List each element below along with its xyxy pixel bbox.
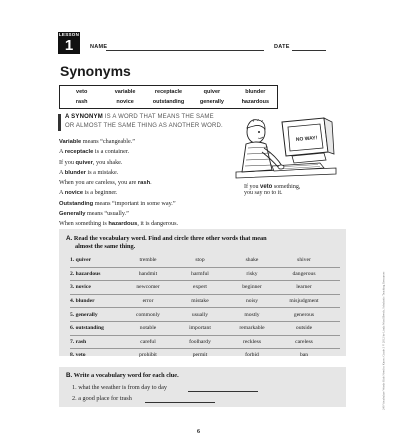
vocabulary-word-box — [59, 85, 278, 109]
example-sentence: If you quiver, you shake. — [59, 158, 123, 166]
word-choice[interactable]: misjudgment — [289, 298, 319, 305]
vocab-word: rash — [75, 99, 88, 105]
vocab-word: veto — [76, 89, 88, 95]
word-choice[interactable]: handmit — [138, 270, 158, 277]
definition-line-2: OR ALMOST THE SAME THING AS ANOTHER WORD. — [65, 123, 223, 129]
word-choice[interactable]: stop — [195, 257, 205, 264]
vocab-word: generally — [199, 99, 224, 105]
word-choice[interactable]: beginner — [242, 284, 262, 291]
page-title: Synonyms — [60, 63, 131, 79]
answer-field-1[interactable] — [188, 391, 258, 392]
word-choice[interactable]: error — [142, 298, 154, 305]
example-sentence: A blunder is a mistake. — [59, 168, 119, 176]
svg-text:240 Vocabulary Words Kids Need: 240 Vocabulary Words Kids Need to Know: Grade 3 © 2012 by Linda Ward Beech, Scholastic Teaching Resources — [381, 271, 386, 410]
name-label: NAME — [90, 44, 108, 50]
vocabulary-word-label: 6. outstanding — [70, 325, 104, 332]
word-choice[interactable]: shake — [245, 257, 259, 264]
vocabulary-word-label: 4. blunder — [70, 298, 95, 305]
word-choice[interactable]: remarkable — [239, 325, 265, 332]
lesson-number: 1 — [64, 37, 74, 54]
vocabulary-word-label: 5. generally — [70, 311, 98, 318]
word-choice[interactable]: forbid — [245, 352, 259, 359]
word-choice[interactable]: notable — [139, 325, 157, 332]
vocabulary-word-label: 3. novice — [70, 284, 91, 291]
definition-text: IS A WORD THAT MEANS THE SAME — [102, 114, 214, 120]
vocab-row-2 — [60, 99, 277, 105]
vocab-word: blunder — [245, 89, 266, 95]
definition-term: A SYNONYM — [65, 114, 103, 120]
word-choice-row — [70, 268, 340, 281]
vocab-word: hazardous — [241, 99, 270, 105]
side-credit-text — [380, 240, 386, 410]
word-choice[interactable]: outside — [295, 325, 313, 332]
section-b-instructions: B. Write a vocabulary word for each clue. — [66, 372, 179, 379]
word-choice-row — [70, 336, 340, 349]
word-choice[interactable]: commonly — [136, 311, 160, 318]
word-choice[interactable]: generous — [293, 311, 315, 318]
word-choice-row — [70, 295, 340, 308]
vocab-word: quiver — [203, 89, 221, 95]
vocabulary-word-label: 2. hazardous — [70, 270, 101, 277]
word-choice[interactable]: harmful — [191, 270, 209, 277]
word-choice-row — [70, 349, 340, 362]
word-choice-row — [70, 281, 340, 294]
example-sentence: A receptacle is a container. — [59, 148, 130, 156]
example-sentence: When something is hazardous, it is dangerous. — [59, 220, 179, 228]
word-choice[interactable]: noisy — [245, 298, 259, 305]
vocabulary-word-label: 7. rash — [70, 338, 87, 345]
word-choice[interactable]: careless — [295, 338, 313, 345]
lesson-badge — [58, 32, 80, 54]
word-choice[interactable]: permit — [192, 352, 208, 359]
clue-2: 2. a good place for trash — [72, 395, 132, 402]
definition-line-1 — [65, 114, 214, 120]
screen-text: NO WAY! — [295, 135, 318, 143]
word-choice[interactable]: careful — [140, 338, 156, 345]
word-choice[interactable]: ban — [299, 352, 309, 359]
vocab-word: novice — [116, 99, 134, 105]
lesson-label: LESSON — [58, 32, 80, 37]
word-choice[interactable]: tremble — [139, 257, 157, 264]
word-choice[interactable]: newcomer — [136, 284, 160, 291]
clue-1: 1. what the weather is from day to day — [72, 384, 168, 391]
word-choice[interactable]: expert — [193, 284, 207, 291]
example-sentence: Outstanding means “important in some way.” — [59, 199, 176, 207]
word-choice[interactable]: risky — [246, 270, 258, 277]
page-number: 6 — [197, 429, 200, 435]
word-choice[interactable]: learner — [296, 284, 312, 291]
word-choice[interactable]: usually — [191, 311, 209, 318]
name-field[interactable] — [106, 50, 264, 51]
vocabulary-word-label: 1. quiver — [70, 257, 92, 264]
example-sentence: When you are careless, you are rash. — [59, 179, 152, 187]
example-sentence: Variable means “changeable.” — [59, 138, 136, 145]
section-a-instructions: A. Read the vocabulary word. Find and circle three other words that mean — [66, 235, 267, 242]
date-field[interactable] — [292, 50, 326, 51]
word-choice[interactable]: dangerous — [292, 270, 316, 277]
word-choice[interactable]: shiver — [297, 257, 311, 264]
word-choice[interactable]: prohibit — [139, 352, 157, 359]
vocab-word: receptacle — [154, 89, 183, 95]
boy-at-computer-illustration — [232, 112, 340, 184]
answer-field-2[interactable] — [145, 402, 215, 403]
word-choice-row — [70, 254, 340, 267]
example-sentence: A novice is a beginner. — [59, 189, 118, 197]
word-choice-table — [70, 254, 340, 362]
vocab-word: variable — [114, 89, 136, 95]
word-choice[interactable]: reckless — [242, 338, 262, 345]
word-choice-row — [70, 322, 340, 335]
word-choice-row — [70, 308, 340, 321]
definition-bar — [58, 114, 61, 131]
date-label: DATE — [274, 44, 290, 50]
vocab-row-1 — [60, 89, 277, 95]
example-sentence: Generally means “usually.” — [59, 210, 129, 218]
example-sentences — [59, 138, 178, 231]
vocab-word: outstanding — [152, 99, 185, 105]
side-credit — [380, 240, 386, 410]
section-a-instructions-2: almost the same thing. — [75, 243, 136, 250]
illustration-caption: If you veto something, you say no to it. — [244, 184, 301, 196]
word-choice[interactable]: foolhardy — [189, 338, 211, 345]
word-choice[interactable]: important — [189, 325, 211, 332]
word-choice[interactable]: mostly — [244, 311, 260, 318]
vocabulary-word-label: 8. veto — [70, 352, 86, 359]
word-choice[interactable]: mistake — [191, 298, 209, 305]
